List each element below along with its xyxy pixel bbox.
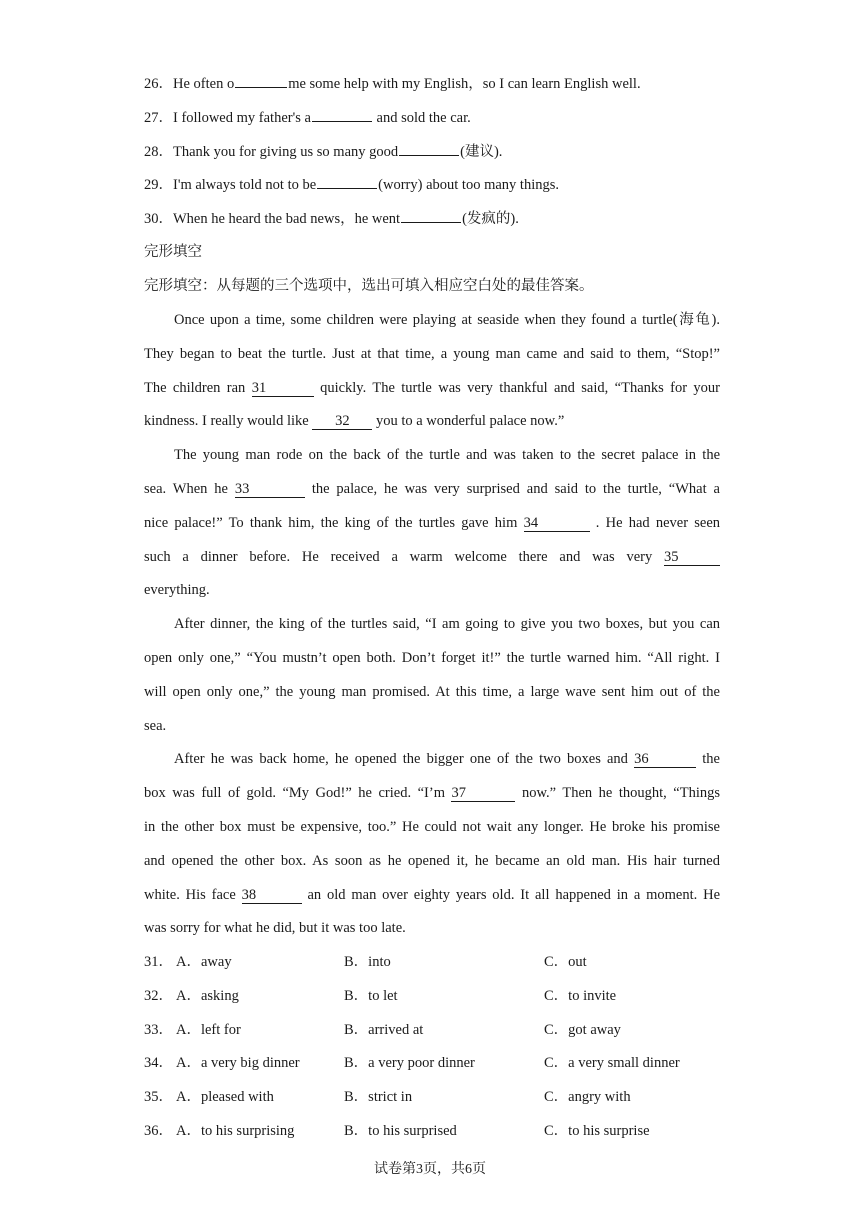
option-a[interactable]: A．asking — [176, 988, 239, 1004]
passage-line — [144, 479, 720, 499]
option-a[interactable]: A．away — [176, 954, 232, 970]
option-a[interactable]: A．pleased with — [176, 1089, 274, 1105]
passage-text: The children ran — [144, 380, 246, 396]
cloze-blank-36[interactable]: 36 — [634, 751, 696, 768]
passage-line — [144, 783, 720, 803]
question-27 — [144, 107, 720, 128]
section-title: 完形填空 — [144, 244, 202, 260]
question-text: me some help with my English，so I can learn English well. — [288, 76, 641, 92]
cloze-blank-38[interactable]: 38 — [242, 887, 302, 904]
passage-line: Once upon a time, some children were playing at seaside when they found a turtle(海龟). — [174, 312, 720, 328]
option-b[interactable]: B．to let — [344, 988, 398, 1004]
question-text: I followed my father's a — [173, 110, 311, 126]
option-c[interactable]: C．to invite — [544, 988, 617, 1004]
option-number: 34． — [144, 1055, 173, 1071]
option-number: 33． — [144, 1022, 173, 1038]
question-text: He often o — [173, 76, 235, 92]
passage-line: will open only one,” the young man promised. At this time, a large wave sent him out of the — [144, 684, 720, 700]
passage-line: After dinner, the king of the turtles said, “I am going to give you two boxes, but you can — [174, 616, 720, 632]
passage-text: After he was back home, he opened the bigger one of the two boxes and — [174, 751, 628, 767]
option-b[interactable]: B．into — [344, 954, 391, 970]
passage-text: the palace, he was very surprised and said to the turtle, “What a — [311, 481, 720, 497]
passage-line: and opened the other box. As soon as he opened it, he became an old man. His hair turned — [144, 853, 720, 869]
question-text: and sold the car. — [372, 110, 471, 126]
option-b[interactable]: B．a very poor dinner — [344, 1055, 475, 1071]
option-c[interactable]: C．angry with — [544, 1089, 631, 1105]
option-c[interactable]: C．a very small dinner — [544, 1055, 680, 1071]
option-number: 31． — [144, 954, 173, 970]
option-b[interactable]: B．to his surprised — [344, 1123, 457, 1139]
question-text: I'm always told not to be — [173, 177, 317, 193]
passage-text: white. His face — [144, 887, 236, 903]
question-text: (发疯的). — [462, 211, 519, 227]
question-text: When he heard the bad news，he went — [173, 211, 401, 227]
question-number: 28． — [144, 144, 173, 160]
option-a[interactable]: A．a very big dinner — [176, 1055, 300, 1071]
question-number: 30． — [144, 211, 173, 227]
answer-blank[interactable] — [401, 208, 461, 223]
page-footer: 试卷第3页，共6页 — [374, 1162, 486, 1177]
option-c[interactable]: C．out — [544, 954, 587, 970]
answer-blank[interactable] — [317, 174, 377, 189]
cloze-blank-34[interactable]: 34 — [524, 515, 590, 532]
passage-line: everything. — [144, 582, 210, 598]
question-number: 27． — [144, 110, 173, 126]
passage-text: box was full of gold. “My God!” he cried. “I’m — [144, 785, 445, 801]
passage-text: sea. When he — [144, 481, 228, 497]
option-number: 35． — [144, 1089, 173, 1105]
passage-line: They began to beat the turtle. Just at that time, a young man came and said to them, “Stop!” — [144, 346, 720, 362]
cloze-blank-37[interactable]: 37 — [451, 785, 515, 802]
passage-line: The young man rode on the back of the turtle and was taken to the secret palace in the — [174, 447, 720, 463]
question-number: 26． — [144, 76, 173, 92]
cloze-blank-32[interactable]: 32 — [312, 413, 372, 430]
question-30 — [144, 208, 720, 229]
passage-line: open only one,” “You mustn’t open both. Don’t forget it!” the turtle warned him. “All right. I — [144, 650, 720, 666]
passage-line — [144, 411, 720, 431]
answer-blank[interactable] — [399, 141, 459, 156]
cloze-blank-35[interactable]: 35 — [664, 549, 720, 566]
option-number: 32． — [144, 988, 173, 1004]
question-text: (worry) about too many things. — [378, 177, 559, 193]
passage-text: the — [702, 751, 720, 767]
question-28 — [144, 141, 720, 162]
passage-text: quickly. The turtle was very thankful and said, “Thanks for your — [320, 380, 720, 396]
option-c[interactable]: C．got away — [544, 1022, 621, 1038]
question-29 — [144, 174, 720, 195]
passage-text: . He had never seen — [595, 515, 721, 531]
passage-text: nice palace!” To thank him, the king of the turtles gave him — [144, 515, 518, 531]
cloze-blank-33[interactable]: 33 — [235, 481, 305, 498]
passage-line — [144, 885, 720, 905]
passage-text: such a dinner before. He received a warm welcome there and was very — [144, 549, 653, 565]
passage-text: now.” Then he thought, “Things — [522, 785, 720, 801]
option-a[interactable]: A．to his surprising — [176, 1123, 295, 1139]
question-number: 29． — [144, 177, 173, 193]
passage-text: an old man over eighty years old. It all happened in a moment. He — [307, 887, 721, 903]
option-b[interactable]: B．arrived at — [344, 1022, 424, 1038]
passage-line — [144, 547, 720, 567]
passage-line: in the other box must be expensive, too.” He could not wait any longer. He broke his promise — [144, 819, 720, 835]
question-26 — [144, 73, 720, 94]
passage-line: sea. — [144, 718, 167, 734]
option-c[interactable]: C．to his surprise — [544, 1123, 650, 1139]
section-instruction: 完形填空：从每题的三个选项中，选出可填入相应空白处的最佳答案。 — [144, 278, 594, 294]
option-a[interactable]: A．left for — [176, 1022, 241, 1038]
option-b[interactable]: B．strict in — [344, 1089, 413, 1105]
answer-blank[interactable] — [312, 107, 372, 122]
question-text: Thank you for giving us so many good — [173, 144, 399, 160]
passage-text: you to a wonderful palace now.” — [375, 413, 565, 429]
passage-line — [174, 749, 720, 769]
answer-blank[interactable] — [235, 73, 287, 88]
passage-text: kindness. I really would like — [144, 413, 309, 429]
option-number: 36． — [144, 1123, 173, 1139]
question-text: (建议). — [460, 144, 503, 160]
passage-line — [144, 378, 720, 398]
passage-line — [144, 513, 720, 533]
passage-line: was sorry for what he did, but it was too late. — [144, 920, 406, 936]
cloze-blank-31[interactable]: 31 — [252, 380, 314, 397]
